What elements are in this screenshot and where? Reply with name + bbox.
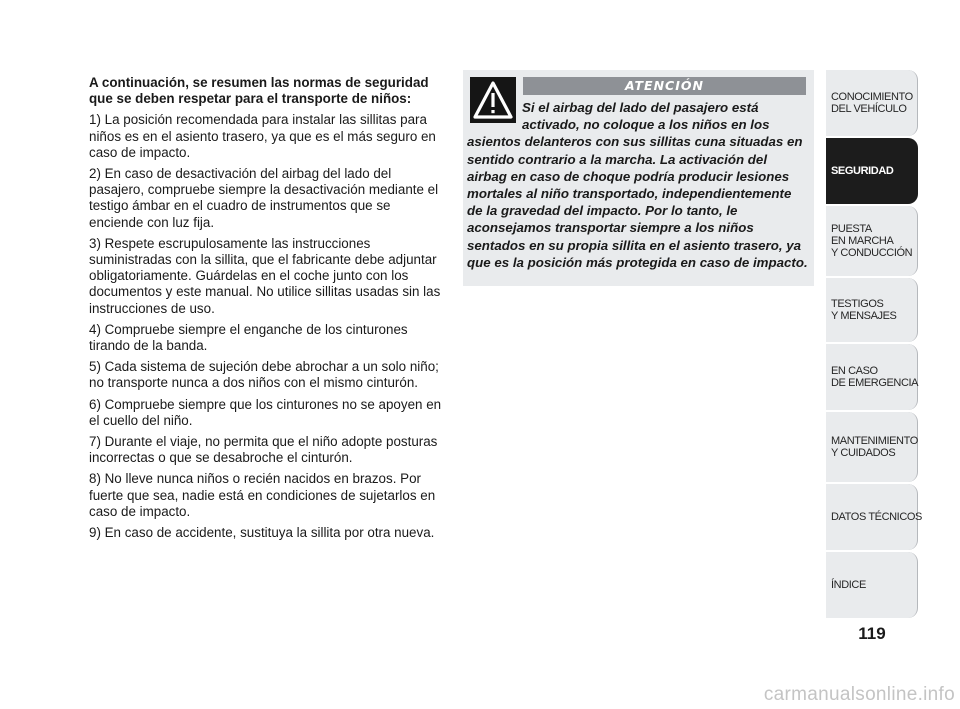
rule-item-4: 4) Compruebe siempre el enganche de los cinturones tirando de la banda.	[89, 321, 408, 354]
rule-item-8: 8) No lleve nunca niños o recién nacidos en brazos. Por fuerte que sea, nadie está en condiciones de sujetarlos en caso de impacto.	[89, 471, 436, 519]
chapter-sidebar	[826, 70, 922, 620]
main-text-column	[89, 75, 445, 546]
tab-puesta-en-marcha[interactable]: PUESTA EN MARCHA Y CONDUCCIÓN	[826, 206, 918, 276]
rule-item-9: 9) En caso de accidente, sustituya la sillita por otra nueva.	[89, 525, 435, 541]
tab-mantenimiento-y-cuidados[interactable]: MANTENIMIENTO Y CUIDADOS	[826, 412, 918, 482]
tab-seguridad[interactable]: SEGURIDAD	[826, 138, 918, 204]
rule-item-1: 1) La posición recomendada para instalar las sillitas para niños es en el asiento trasero, ya que es el más seguro en caso de impacto.	[89, 112, 436, 160]
page-number: 119	[858, 624, 886, 643]
section-intro: A continuación, se resumen las normas de seguridad que se deben respetar para el transporte de niños:	[89, 75, 429, 107]
warning-text-block	[467, 99, 810, 271]
tab-en-caso-de-emergencia[interactable]: EN CASO DE EMERGENCIA	[826, 344, 918, 410]
warning-box	[463, 70, 814, 286]
tab-indice[interactable]: ÍNDICE	[826, 552, 918, 618]
rule-item-2: 2) En caso de desactivación del airbag del lado del pasajero, compruebe siempre la desactivación mediante el testigo ámbar en el cuadro de instrumentos que se enciende con luz fija.	[89, 166, 439, 230]
warning-text: Si el airbag del lado del pasajero está activado, no coloque a los niños en los asientos delanteros con sus sillitas cuna situadas en sentido contrario a la marcha. La activación del airbag en caso de choque podría producir lesiones mortales al niño transportado, independientemente de la gravedad del impacto. Por lo tanto, le aconsejamos transportar siempre a los niños sentados en su propia sillita en el asiento trasero, ya que es la posición más protegida en caso de impacto.	[467, 100, 808, 270]
tab-conocimiento-del-vehiculo[interactable]: CONOCIMIENTO DEL VEHÍCULO	[826, 70, 918, 136]
tab-datos-tecnicos[interactable]: DATOS TÉCNICOS	[826, 484, 918, 550]
rule-item-3: 3) Respete escrupulosamente las instrucciones suministradas con la sillita, que el fabricante debe adjuntar obligatoriamente. Guárdelas en el coche junto con los documentos y este manual. No utilice sillitas usadas sin las instrucciones de uso.	[89, 235, 441, 316]
rule-item-6: 6) Compruebe siempre que los cinturones no se apoyen en el cuello del niño.	[89, 396, 442, 428]
warning-header: ATENCIÓN	[523, 77, 806, 95]
rule-item-7: 7) Durante el viaje, no permita que el niño adopte posturas incorrectas o que se desabroche el cinturón.	[89, 434, 438, 466]
rule-item-5: 5) Cada sistema de sujeción debe abrochar a un solo niño; no transporte nunca a dos niños con el mismo cinturón.	[89, 359, 439, 391]
watermark: carmanualsonline.info	[763, 684, 955, 705]
tab-testigos-y-mensajes[interactable]: TESTIGOS Y MENSAJES	[826, 278, 918, 342]
